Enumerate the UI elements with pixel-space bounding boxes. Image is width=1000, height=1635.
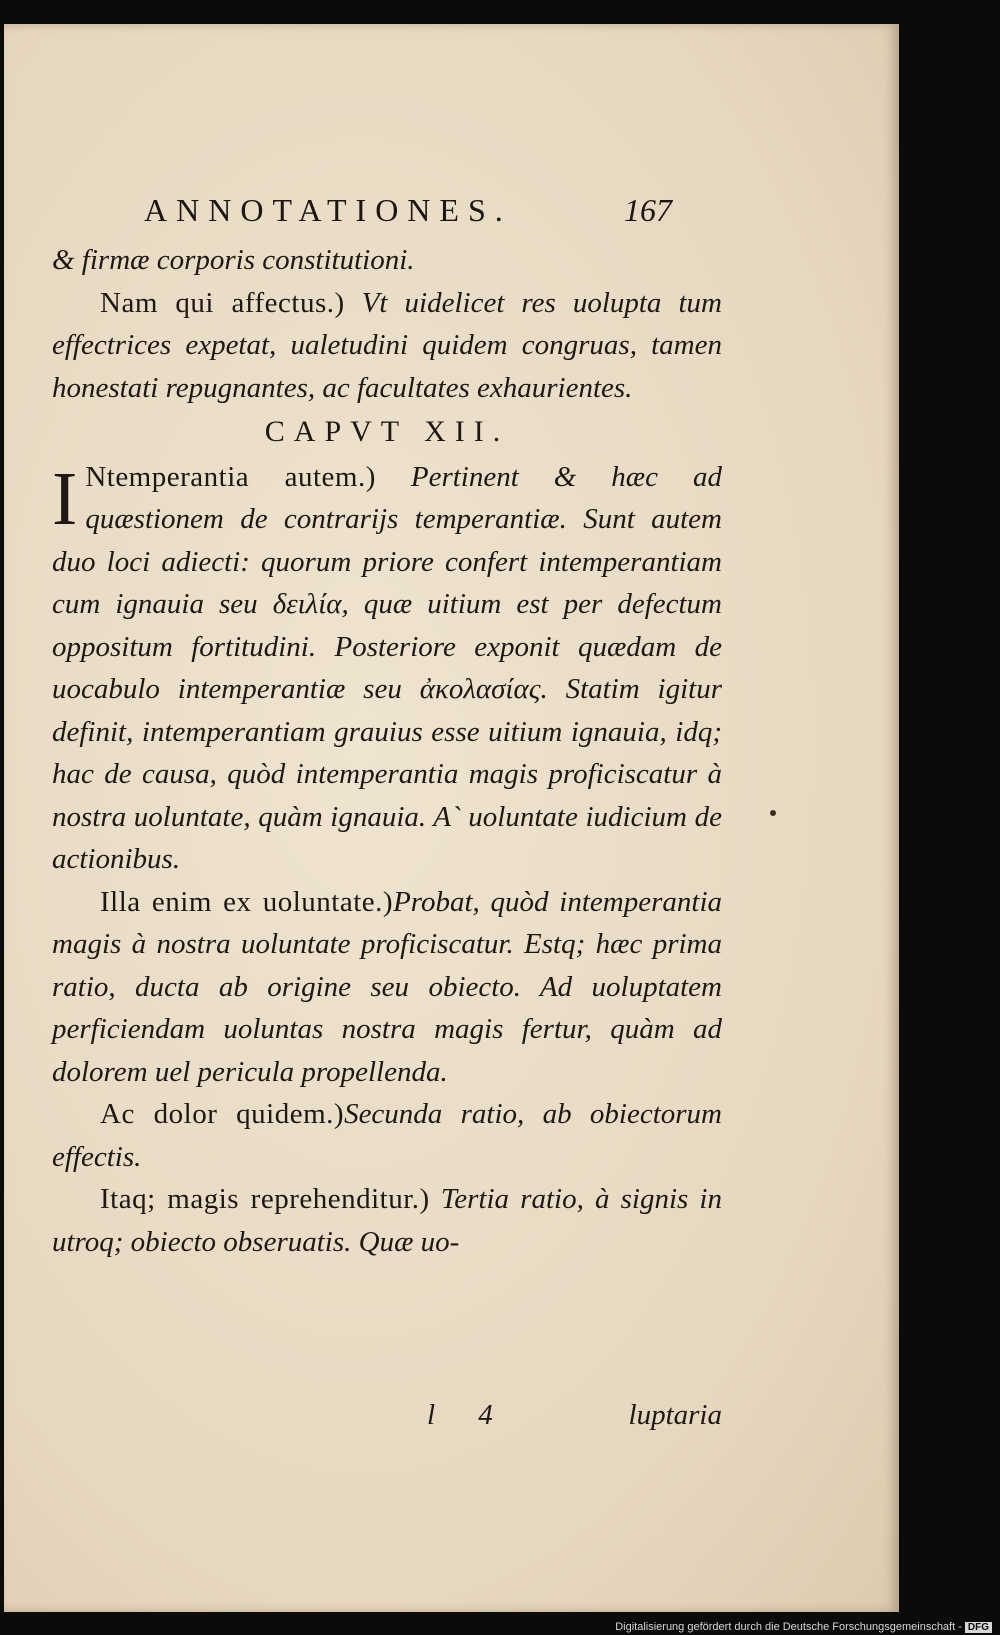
- lemma-text: Nam qui affectus.): [100, 286, 345, 319]
- page-foot: [52, 1399, 722, 1444]
- running-head: [54, 192, 714, 232]
- running-head-title: ANNOTATIONES.: [144, 192, 512, 228]
- body-text: [52, 239, 722, 1263]
- lemma-text: Ac dolor quidem.): [100, 1098, 345, 1130]
- paragraph: [52, 456, 722, 881]
- dfg-logo: DFG: [965, 1622, 992, 1633]
- book-page: [4, 24, 899, 1612]
- commentary-text: & firmæ corporis constitutioni.: [52, 244, 415, 276]
- paragraph: [52, 239, 722, 282]
- lemma-text: Ntemperantia autem.): [85, 460, 376, 493]
- lemma-text: Itaq; magis reprehenditur.): [100, 1183, 430, 1215]
- paragraph: [52, 1093, 722, 1178]
- commentary-text: Secunda ratio, ab obiectorum effectis.: [52, 1098, 722, 1173]
- ink-speck: [770, 810, 776, 816]
- catchword: luptaria: [628, 1399, 722, 1431]
- paragraph: [52, 1178, 722, 1263]
- commentary-text: Pertinent & hæc ad quæstionem de contrarijs temperantiæ. Sunt autem duo loci adiecti: quorum priore confert intemperantiam cum ignauia seu δειλία, quæ uitium est per defectum oppositum fortitudini. Posteriore exponit quædam de uocabulo intemperantiæ seu ἀκολασίας. Statim igitur definit, intemperantiam grauius esse uitium ignauia, idq; hac de causa, quòd intemperantia magis proficiscatur à nostra uoluntate, quàm ignauia. A` uoluntate iudicium de actionibus.: [52, 460, 722, 875]
- folio-number: 167: [624, 192, 672, 228]
- commentary-text: Probat, quòd intemperantia magis à nostra uoluntate proficiscatur. Estq; hæc prima ratio, ducta ab origine seu obiecto. Ad uoluptatem perficiendam uoluntas nostra magis fertur, quàm ad dolorem uel pericula propellenda.: [52, 885, 723, 1088]
- commentary-text: Tertia ratio, à signis in utroq; obiecto obseruatis. Quæ uo-: [52, 1183, 722, 1258]
- credit-text: Digitalisierung gefördert durch die Deutsche Forschungsgemeinschaft -: [615, 1621, 962, 1633]
- paragraph: [52, 282, 722, 410]
- initial-letter: I: [52, 456, 78, 541]
- digitization-credit: [615, 1621, 992, 1633]
- chapter-heading: CAPVT XII.: [264, 415, 510, 448]
- commentary-text: Vt uidelicet res uolupta tum effectrices expetat, ualetudini quidem congruas, tamen honestati repugnantes, ac facultates exhaurientes.: [52, 286, 722, 404]
- signature-mark: l 4: [427, 1399, 511, 1431]
- paragraph: [52, 881, 722, 1094]
- lemma-text: Illa enim ex uoluntate.): [100, 885, 394, 918]
